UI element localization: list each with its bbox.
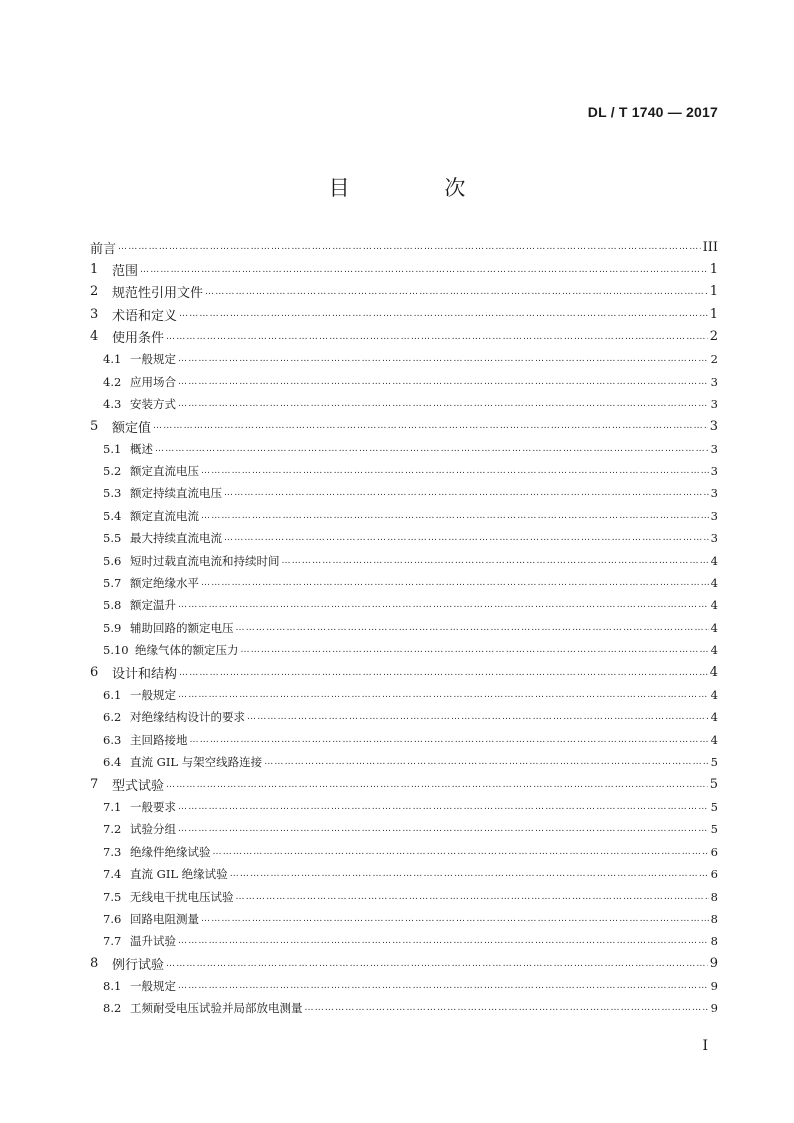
toc-entry-number: 6.1 xyxy=(103,688,122,702)
toc-entry[interactable] xyxy=(90,818,718,840)
toc-entry-number: 5.10 xyxy=(103,643,129,658)
toc-entry-page: 5 xyxy=(709,777,718,793)
toc-entry[interactable] xyxy=(90,841,718,863)
toc-entry-label: 设计和结构 xyxy=(112,667,178,683)
toc-entry[interactable] xyxy=(90,303,718,325)
toc-entry-label: 试验分组 xyxy=(130,822,176,837)
toc-entry[interactable] xyxy=(90,460,718,482)
dot-leader xyxy=(190,735,709,745)
toc-entry-label: 术语和定义 xyxy=(112,308,178,324)
toc-entry-number: 5.3 xyxy=(103,486,122,501)
toc-entry-label: 型式试验 xyxy=(112,779,165,795)
toc-entry-label: 额定持续直流电压 xyxy=(130,486,222,501)
dot-leader xyxy=(230,869,709,879)
toc-entry-label: 温升试验 xyxy=(130,934,176,949)
toc-entry-page: 3 xyxy=(710,531,718,546)
toc-entry-page: 8 xyxy=(710,911,718,926)
toc-entry-number: 4.3 xyxy=(103,396,122,411)
toc-entry-page: 9 xyxy=(709,956,718,972)
toc-entry[interactable] xyxy=(90,348,718,370)
toc-entry-page: 5 xyxy=(710,799,718,814)
toc-entry-number: 7.6 xyxy=(103,911,122,926)
toc-entry[interactable] xyxy=(90,684,718,706)
toc-entry-label: 一般规定 xyxy=(130,688,176,702)
toc-entry-page: 4 xyxy=(710,688,718,702)
dot-leader xyxy=(224,488,709,498)
toc-entry-page: 5 xyxy=(710,822,718,837)
toc-entry-page: 9 xyxy=(710,979,718,994)
toc-entry[interactable] xyxy=(90,326,718,348)
toc-entry[interactable] xyxy=(90,236,718,258)
toc-entry[interactable] xyxy=(90,639,718,661)
toc-entry[interactable] xyxy=(90,953,718,975)
toc-entry-page: 9 xyxy=(710,1001,718,1016)
toc-entry-number: 5 xyxy=(90,418,99,434)
dot-leader xyxy=(178,981,709,991)
toc-entry-label: 额定值 xyxy=(112,420,152,436)
toc-entry-page: 3 xyxy=(710,396,718,411)
toc-entry[interactable] xyxy=(90,438,718,460)
toc-entry-page: 3 xyxy=(709,418,718,434)
toc-entry-number: 4 xyxy=(90,329,99,345)
toc-entry[interactable] xyxy=(90,751,718,773)
toc-entry-label: 主回路接地 xyxy=(130,732,188,747)
dot-leader xyxy=(247,712,709,722)
dot-leader xyxy=(178,936,709,946)
toc-entry-number: 8 xyxy=(90,956,99,972)
toc-entry-number: 5.5 xyxy=(103,531,122,546)
toc-entry[interactable] xyxy=(90,885,718,907)
dot-leader xyxy=(178,377,709,387)
toc-entry-number: 1 xyxy=(90,262,99,278)
toc-entry-number: 8.1 xyxy=(103,979,122,994)
toc-entry[interactable] xyxy=(90,281,718,303)
dot-leader xyxy=(153,421,708,431)
toc-entry-page: 4 xyxy=(710,732,718,747)
toc-entry-number: 7.3 xyxy=(103,844,122,859)
toc-entry[interactable] xyxy=(90,594,718,616)
toc-entry-label: 范围 xyxy=(112,264,139,280)
toc-entry-page: 6 xyxy=(710,867,718,882)
toc-entry-number: 2 xyxy=(90,284,99,300)
toc-entry-label: 工频耐受电压试验并局部放电测量 xyxy=(130,1001,303,1016)
toc-entry[interactable] xyxy=(90,527,718,549)
toc-entry-page: 8 xyxy=(710,934,718,949)
toc-entry-number: 5.4 xyxy=(103,508,122,523)
dot-leader xyxy=(241,645,709,655)
toc-entry[interactable] xyxy=(90,706,718,728)
dot-leader xyxy=(305,1003,709,1013)
toc-entry-number: 8.2 xyxy=(103,1001,122,1016)
toc-entry-page: 5 xyxy=(710,755,718,770)
page-number: I xyxy=(702,1038,708,1054)
toc-entry-label: 对绝缘结构设计的要求 xyxy=(130,710,245,725)
toc-entry-number: 5.2 xyxy=(103,464,122,479)
toc-entry-label: 额定直流电流 xyxy=(130,508,199,523)
dot-leader xyxy=(224,533,709,543)
toc-entry-page: 1 xyxy=(709,262,718,278)
toc-entry-page: 2 xyxy=(709,329,718,345)
toc-entry[interactable] xyxy=(90,415,718,437)
dot-leader xyxy=(201,914,709,924)
dot-leader xyxy=(166,780,708,790)
toc-entry-number: 5.1 xyxy=(103,441,122,456)
toc-entry-number: 4.2 xyxy=(103,374,122,389)
toc-entry[interactable] xyxy=(90,549,718,571)
dot-leader xyxy=(236,892,709,902)
toc-entry-page: 3 xyxy=(710,508,718,523)
toc-entry-page: 3 xyxy=(710,486,718,501)
toc-entry[interactable] xyxy=(90,975,718,997)
toc-entry-number: 6 xyxy=(90,665,99,681)
dot-leader xyxy=(178,354,709,364)
dot-leader xyxy=(155,444,709,454)
dot-leader xyxy=(205,287,708,297)
dot-leader xyxy=(178,802,709,812)
page-title: 目 次 xyxy=(328,176,510,200)
toc-entry-number: 4.1 xyxy=(103,352,122,367)
dot-leader xyxy=(213,847,709,857)
toc-entry-label: 应用场合 xyxy=(130,374,176,389)
toc-entry-page: 2 xyxy=(710,352,718,367)
toc-entry-number: 6.3 xyxy=(103,732,122,747)
table-of-contents xyxy=(90,236,718,1020)
toc-entry[interactable] xyxy=(90,796,718,818)
toc-entry-page: III xyxy=(702,239,718,255)
dot-leader xyxy=(178,824,709,834)
dot-leader xyxy=(201,511,709,521)
toc-entry-number: 7.2 xyxy=(103,822,122,837)
toc-entry[interactable] xyxy=(90,930,718,952)
dot-leader xyxy=(118,242,701,252)
toc-entry-label: 辅助回路的额定电压 xyxy=(130,620,234,635)
toc-entry[interactable] xyxy=(90,505,718,527)
toc-entry[interactable] xyxy=(90,863,718,885)
toc-entry-number: 3 xyxy=(90,306,99,322)
toc-entry-page: 3 xyxy=(710,441,718,456)
toc-entry-label: 使用条件 xyxy=(112,331,165,347)
toc-entry-number: 7.4 xyxy=(103,867,122,882)
toc-entry[interactable] xyxy=(90,572,718,594)
dot-leader xyxy=(201,578,709,588)
toc-entry-number: 5.7 xyxy=(103,576,122,591)
toc-entry-number: 7.1 xyxy=(103,799,122,814)
toc-entry[interactable] xyxy=(90,908,718,930)
toc-entry-label: 安装方式 xyxy=(130,396,176,411)
dot-leader xyxy=(178,600,709,610)
toc-entry-label: 直流 GIL 与架空线路连接 xyxy=(130,755,263,770)
toc-entry-label: 无线电干扰电压试验 xyxy=(130,889,234,904)
toc-entry[interactable] xyxy=(90,393,718,415)
toc-entry-page: 3 xyxy=(710,464,718,479)
toc-entry-page: 6 xyxy=(710,844,718,859)
toc-entry-label: 例行试验 xyxy=(112,958,165,974)
toc-entry-label: 规范性引用文件 xyxy=(112,286,204,302)
dot-leader xyxy=(282,556,709,566)
toc-entry-label: 直流 GIL 绝缘试验 xyxy=(130,867,228,882)
dot-leader xyxy=(264,757,708,767)
toc-entry-label: 一般规定 xyxy=(130,979,176,994)
toc-entry[interactable] xyxy=(90,482,718,504)
toc-entry[interactable] xyxy=(90,617,718,639)
toc-entry-label: 绝缘件绝缘试验 xyxy=(130,844,211,859)
toc-entry-page: 3 xyxy=(710,374,718,389)
toc-entry[interactable] xyxy=(90,258,718,280)
toc-entry-label: 一般要求 xyxy=(130,799,176,814)
toc-entry-label: 概述 xyxy=(130,441,153,456)
dot-leader xyxy=(178,690,709,700)
dot-leader xyxy=(178,399,709,409)
toc-entry-number: 5.8 xyxy=(103,598,122,613)
toc-entry[interactable] xyxy=(90,370,718,392)
dot-leader xyxy=(140,265,708,275)
toc-entry-number: 5.9 xyxy=(103,620,122,635)
dot-leader xyxy=(179,309,708,319)
toc-entry[interactable] xyxy=(90,729,718,751)
dot-leader xyxy=(166,332,708,342)
toc-entry[interactable] xyxy=(90,661,718,683)
toc-entry-page: 1 xyxy=(709,284,718,300)
toc-entry-number: 7.7 xyxy=(103,934,122,949)
toc-entry[interactable] xyxy=(90,773,718,795)
toc-entry-number: 7 xyxy=(90,777,99,793)
toc-entry-page: 4 xyxy=(709,665,718,681)
standard-code: DL / T 1740 — 2017 xyxy=(587,104,718,120)
toc-entry-page: 8 xyxy=(710,889,718,904)
toc-entry-label: 额定温升 xyxy=(130,598,176,613)
dot-leader xyxy=(201,466,709,476)
toc-entry-label: 最大持续直流电流 xyxy=(130,531,222,546)
toc-entry-label: 前言 xyxy=(90,241,117,257)
dot-leader xyxy=(166,959,708,969)
toc-entry-page: 1 xyxy=(709,306,718,322)
toc-entry[interactable] xyxy=(90,997,718,1019)
toc-entry-label: 绝缘气体的额定压力 xyxy=(135,643,239,658)
toc-entry-label: 回路电阻测量 xyxy=(130,911,199,926)
toc-entry-number: 6.4 xyxy=(103,755,122,770)
toc-entry-page: 4 xyxy=(710,643,718,658)
toc-entry-page: 4 xyxy=(710,576,718,591)
toc-entry-label: 一般规定 xyxy=(130,352,176,367)
toc-entry-page: 4 xyxy=(710,620,718,635)
toc-entry-page: 4 xyxy=(710,598,718,613)
dot-leader xyxy=(236,623,709,633)
dot-leader xyxy=(179,668,708,678)
toc-entry-page: 4 xyxy=(710,553,718,568)
toc-entry-label: 额定绝缘水平 xyxy=(130,576,199,591)
toc-entry-number: 5.6 xyxy=(103,553,122,568)
toc-entry-label: 短时过载直流电流和持续时间 xyxy=(130,553,280,568)
toc-entry-number: 7.5 xyxy=(103,889,122,904)
toc-entry-number: 6.2 xyxy=(103,710,122,725)
toc-entry-label: 额定直流电压 xyxy=(130,464,199,479)
toc-entry-page: 4 xyxy=(710,710,718,725)
